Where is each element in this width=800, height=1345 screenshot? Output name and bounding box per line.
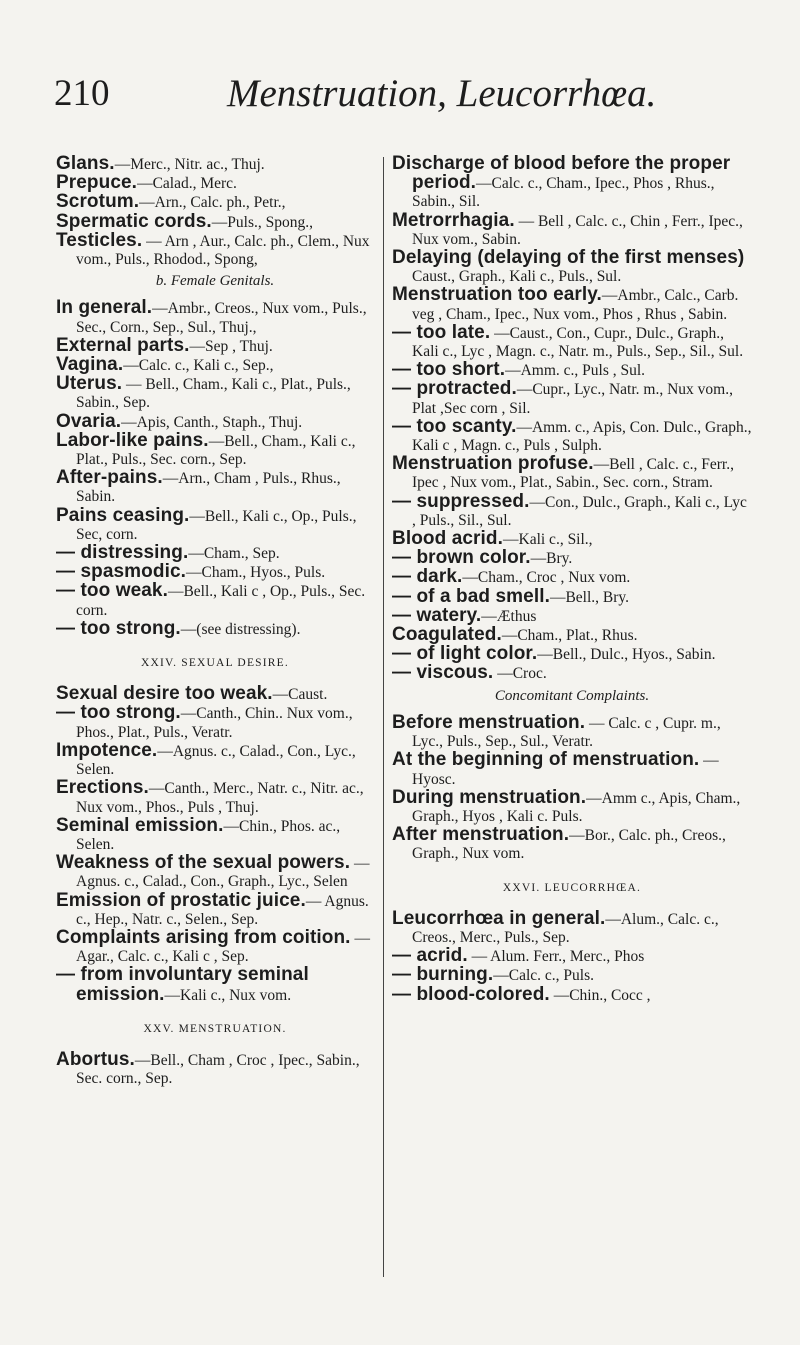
subsection-heading: Concomitant Complaints. (494, 687, 650, 704)
index-entry (56, 429, 374, 469)
entry-term: — burning. (392, 964, 494, 986)
entry-term: — too scanty. (392, 415, 517, 437)
entry-remedies: —Arn., Cham , Puls., Rhus., Sabin. (76, 470, 341, 506)
entry-remedies: —Chin., Phos. ac., Selen. (76, 817, 341, 853)
entry-term: — of a bad smell. (392, 585, 550, 607)
entry-term: Coagulated. (392, 624, 502, 646)
index-entry (392, 380, 752, 417)
section-heading: XXV. MENSTRUATION. (143, 1022, 287, 1035)
index-entry (56, 229, 374, 269)
index-entry (392, 321, 752, 361)
entry-term: — distressing. (56, 542, 189, 564)
entry-remedies: — Arn , Aur., Calc. ph., Clem., Nux vom., Puls., Rhodod., Spong, (76, 232, 370, 269)
entry-remedies: —Canth., Chin.. Nux vom., Phos., Plat., Puls., Veratr. (76, 705, 353, 741)
entry-remedies: —Apis, Canth., Staph., Thuj. (121, 413, 303, 431)
index-entry (392, 826, 752, 863)
section-heading: XXVI. LEUCORRHŒA. (502, 881, 642, 894)
index-entry (56, 779, 374, 816)
entry-remedies: —Arn., Calc. ph., Petr., (139, 194, 286, 212)
entry-term: Leucorrhœa in general. (392, 907, 606, 929)
index-entry (392, 490, 752, 530)
entry-remedies: —Cham., Hyos., Puls. (186, 564, 326, 582)
entry-remedies: —(see distressing). (180, 620, 301, 638)
entry-remedies: —Calc. c., Puls. (493, 967, 595, 985)
entry-remedies: —Sep , Thuj. (189, 337, 273, 355)
entry-remedies: —Con., Dulc., Graph., Kali c., Lyc , Puls., Sil., Sul. (412, 493, 747, 529)
entry-remedies: —Amm. c., Puls , Sul. (505, 362, 646, 380)
index-entry (56, 704, 374, 741)
entry-remedies: —Bell., Kali c , Op., Puls., Sec. corn. (76, 583, 366, 619)
index-entry (56, 739, 374, 779)
entry-term: Scrotum. (56, 191, 140, 213)
entry-term: Abortus. (56, 1048, 135, 1070)
index-entry (392, 983, 752, 1005)
entry-term: Spermatic cords. (56, 210, 212, 232)
entry-term: — blood-colored. (392, 983, 550, 1005)
entry-remedies: Caust., Graph., Kali c., Puls., Sul. (412, 268, 622, 286)
entry-term: During menstruation. (392, 786, 587, 808)
index-entry (56, 1048, 374, 1088)
entry-remedies: —Cham., Sep. (188, 545, 280, 563)
entry-term: Menstruation too early. (392, 284, 602, 306)
entry-remedies: —Ambr., Creos., Nux vom., Puls., Sec., Corn., Sep., Sul., Thuj., (76, 300, 367, 336)
entry-term: — too weak. (56, 580, 168, 602)
entry-remedies: — Agnus. c., Hep., Natr. c., Selen., Sep. (76, 892, 369, 928)
entry-term: Emission of prostatic juice. (56, 889, 306, 911)
entry-term: Labor-like pains. (56, 429, 209, 451)
entry-remedies: —Ambr., Calc., Carb. veg , Cham., Ipec., Nux vom., Phos , Rhus , Sabin. (412, 287, 739, 323)
entry-term: — dark. (392, 566, 463, 588)
subsection-heading: b. Female Genitals. (155, 273, 275, 290)
entry-remedies: — Bell , Calc. c., Chin , Ferr., Ipec., Nux vom., Sabin. (412, 212, 743, 248)
index-entry (56, 375, 374, 412)
entry-remedies: —Calad., Merc. (137, 175, 237, 193)
entry-term: Metrorrhagia. (392, 209, 515, 231)
section-heading: XXIV. SEXUAL DESIRE. (141, 657, 289, 670)
entry-remedies: —Alum., Calc. c., Creos., Merc., Puls., Sep. (412, 910, 719, 946)
entry-remedies: — Alum. Ferr., Merc., Phos (467, 948, 645, 966)
entry-remedies: — Agnus. c., Calad., Con., Graph., Lyc., Selen (76, 855, 370, 891)
index-entry (56, 966, 374, 1004)
entry-term: Delaying (delaying of the first menses) (392, 247, 745, 269)
entry-remedies: —Calc. c., Kali c., Sep., (123, 357, 274, 375)
entry-remedies: —Canth., Merc., Natr. c., Nitr. ac., Nux vom., Phos., Puls , Thuj. (76, 780, 364, 816)
entry-remedies: —Cupr., Lyc., Natr. m., Nux vom., Plat ,Sec corn , Sil. (412, 381, 733, 417)
entry-term: — acrid. (392, 945, 468, 967)
index-entry (392, 664, 752, 683)
index-entry (392, 249, 752, 286)
page-number: 210 (54, 73, 110, 114)
index-entry (392, 455, 752, 492)
entry-remedies: —Bell., Bry. (549, 588, 630, 606)
entry-term: External parts. (56, 334, 190, 356)
index-entry (56, 889, 374, 929)
entry-term: Prepuce. (56, 172, 138, 194)
entry-term: — spasmodic. (56, 561, 187, 583)
entry-term: — too late. (392, 321, 491, 343)
entry-remedies: —Agnus. c., Calad., Con., Lyc., Selen. (76, 742, 356, 779)
entry-term: Impotence. (56, 739, 158, 761)
entry-term: After menstruation. (392, 824, 570, 846)
entry-term: After-pains. (56, 467, 163, 489)
entry-remedies: —Amm c., Apis, Cham., Graph., Hyos , Kali c. Puls. (412, 789, 741, 825)
entry-term: — from involuntary seminal emission. (56, 964, 309, 1005)
entry-term: — too short. (392, 359, 506, 381)
entry-term: Weakness of the sexual powers. (56, 852, 351, 874)
entry-remedies: —Bell., Dulc., Hyos., Sabin. (537, 646, 716, 664)
running-title: Menstruation, Leucorrhœa. (227, 72, 657, 115)
entry-remedies: —Caust., Con., Cupr., Dulc., Graph., Kali c., Lyc , Magn. c., Natr. m., Puls., Sep., Sil., Sul. (412, 324, 744, 361)
entry-term: — brown color. (392, 547, 531, 569)
entry-remedies: —Caust. (272, 686, 328, 704)
page-header (0, 74, 800, 134)
entry-term: Testicles. (56, 229, 143, 251)
index-entry (392, 711, 752, 751)
entry-term: At the beginning of menstruation. (392, 749, 700, 771)
left-column (56, 155, 374, 1088)
entry-term: Glans. (56, 153, 115, 174)
index-entry (56, 299, 374, 336)
entry-term: Blood acrid. (392, 528, 503, 550)
entry-term: — viscous. (392, 662, 494, 684)
index-entry (392, 751, 752, 788)
index-entry (56, 854, 374, 891)
column-divider (383, 157, 384, 1277)
entry-term: Vagina. (56, 354, 124, 376)
entry-remedies: —Bell., Cham., Kali c., Plat., Puls., Sec. corn., Sep. (76, 432, 356, 469)
entry-remedies: —Bell , Calc. c., Ferr., Ipec , Nux vom., Plat., Sabin., Sec. corn., Stram. (412, 456, 734, 492)
entry-term: — watery. (392, 604, 482, 626)
entry-remedies: —Cham., Croc , Nux vom. (462, 569, 631, 587)
entry-remedies: —Chin., Cocc , (549, 986, 651, 1004)
entry-term: Before menstruation. (392, 711, 586, 733)
entry-term: Menstruation profuse. (392, 453, 594, 475)
entry-term: Uterus. (56, 373, 123, 395)
entry-term: Ovaria. (56, 410, 122, 432)
entry-term: Pains ceasing. (56, 504, 190, 526)
index-entry (392, 209, 752, 249)
entry-remedies: —Croc. (493, 665, 547, 683)
entry-term: — of light color. (392, 643, 538, 665)
index-entry (392, 155, 752, 212)
index-entry (56, 582, 374, 619)
entry-remedies: —Bell., Kali c., Op., Puls., Sec, corn. (76, 507, 357, 543)
entry-term: In general. (56, 297, 153, 319)
entry-remedies: —Cham., Plat., Rhus. (501, 627, 638, 645)
entry-term: — too strong. (56, 617, 181, 639)
entry-remedies: — Calc. c , Cupr. m., Lyc., Puls., Sep., Sul., Veratr. (412, 714, 721, 751)
entry-remedies: —Puls., Spong., (211, 213, 313, 231)
entry-term: Erections. (56, 777, 149, 799)
entry-remedies: —Bell., Cham , Croc , Ipec., Sabin., Sec. corn., Sep. (76, 1051, 360, 1088)
entry-remedies: —Merc., Nitr. ac., Thuj. (114, 156, 265, 173)
index-entry (392, 286, 752, 323)
entry-term: Sexual desire too weak. (56, 683, 273, 705)
index-entry (392, 786, 752, 826)
index-entry (392, 907, 752, 947)
index-entry (56, 926, 374, 966)
entry-term: Discharge of blood before the proper period. (392, 153, 731, 194)
entry-remedies: —Æthus (481, 607, 537, 625)
entry-term: Seminal emission. (56, 814, 224, 836)
entry-remedies: —Agar., Calc. c., Kali c , Sep. (76, 929, 370, 966)
entry-remedies: —Calc. c., Cham., Ipec., Phos , Rhus., Sabin., Sil. (412, 175, 715, 211)
index-entry (56, 504, 374, 544)
entry-term: Complaints arising from coition. (56, 926, 351, 948)
index-entry (56, 469, 374, 506)
entry-remedies: — Bell., Cham., Kali c., Plat., Puls., Sabin., Sep. (76, 376, 351, 412)
entry-remedies: —Bor., Calc. ph., Creos., Graph., Nux vom. (412, 827, 726, 863)
entry-remedies: —Kali c., Sil., (503, 531, 593, 549)
entry-term: — protracted. (392, 378, 517, 400)
entry-remedies: —Kali c., Nux vom. (164, 986, 292, 1004)
entry-term: — suppressed. (392, 490, 530, 512)
entry-remedies: —Hyosc. (412, 752, 719, 788)
right-column (392, 155, 752, 1005)
index-entry (392, 415, 752, 455)
index-entry (56, 814, 374, 854)
entry-remedies: —Amm. c., Apis, Con. Dulc., Graph., Kali c , Magn. c., Puls , Sulph. (412, 418, 752, 455)
entry-remedies: —Bry. (530, 550, 573, 568)
entry-term: — too strong. (56, 702, 181, 724)
index-entry (56, 617, 374, 639)
